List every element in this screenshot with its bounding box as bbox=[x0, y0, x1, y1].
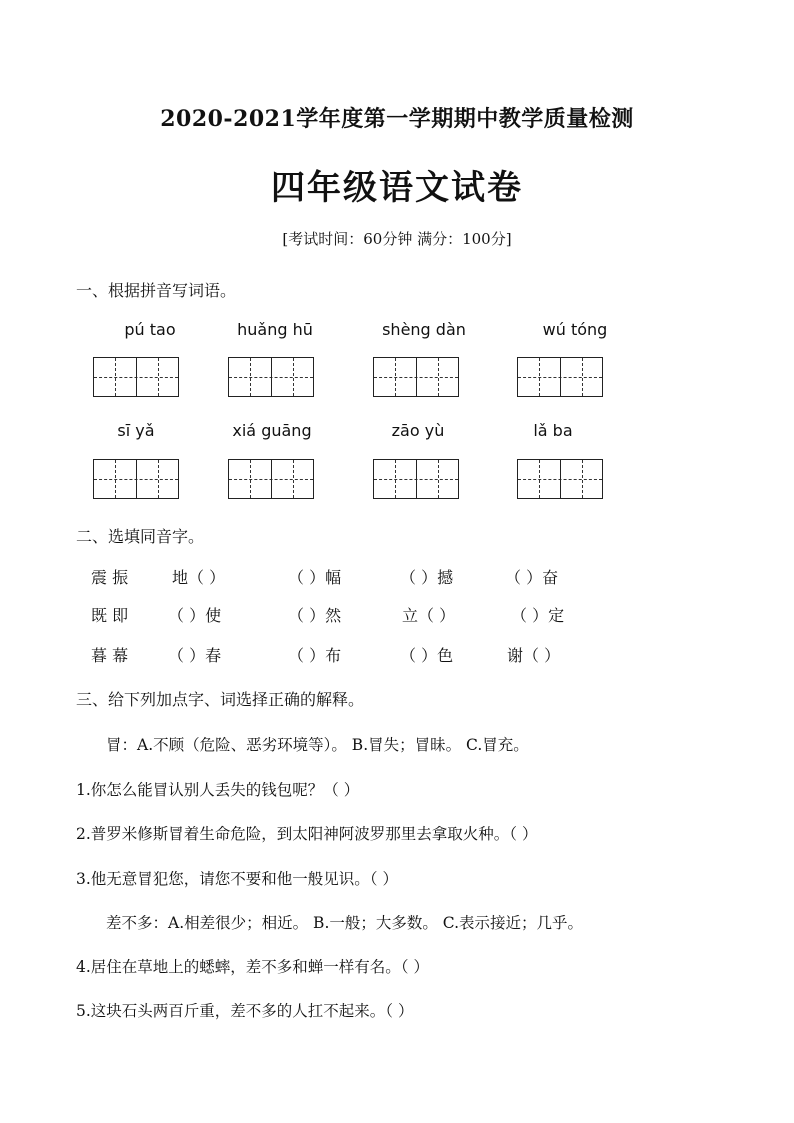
fill-blank[interactable]: （ ）春 bbox=[168, 646, 222, 665]
question-2: 2.普罗米修斯冒着生命危险，到太阳神阿波罗那里去拿取火种。（ ） bbox=[76, 825, 538, 843]
writing-grid-4[interactable] bbox=[517, 357, 603, 397]
fill-blank[interactable]: （ ）使 bbox=[168, 606, 222, 625]
pinyin-5: sī yǎ bbox=[117, 421, 155, 440]
question-5: 5.这块石头两百斤重，差不多的人扛不起来。（ ） bbox=[76, 1002, 414, 1020]
page-title: 四年级语文试卷 bbox=[271, 168, 523, 208]
writing-grid-8[interactable] bbox=[517, 459, 603, 499]
pinyin-3: shèng dàn bbox=[382, 320, 466, 339]
fill-blank[interactable]: （ ）布 bbox=[288, 646, 342, 665]
fill-blank[interactable]: （ ）定 bbox=[511, 606, 565, 625]
fill-blank[interactable]: 谢（ ） bbox=[507, 646, 561, 665]
exam-info: [考试时间：60分钟 满分：100分] bbox=[282, 230, 512, 248]
writing-grid-1[interactable] bbox=[93, 357, 179, 397]
writing-grid-5[interactable] bbox=[93, 459, 179, 499]
section2-heading: 二、选填同音字。 bbox=[76, 527, 205, 546]
exam-subtitle: 2020-2021学年度第一学期期中教学质量检测 bbox=[160, 106, 634, 132]
definition-mao: 冒：A.不顾（危险、恶劣环境等）。 B.冒失；冒昧。 C.冒充。 bbox=[106, 736, 529, 754]
pinyin-8: lǎ ba bbox=[533, 421, 573, 440]
question-1: 1.你怎么能冒认别人丢失的钱包呢？（ ） bbox=[76, 781, 360, 799]
section1-heading: 一、根据拼音写词语。 bbox=[76, 281, 237, 300]
pinyin-6: xiá guāng bbox=[232, 421, 312, 440]
homophone-pair: 既 即 bbox=[91, 606, 129, 625]
writing-grid-6[interactable] bbox=[228, 459, 314, 499]
question-4: 4.居住在草地上的蟋蟀，差不多和蝉一样有名。（ ） bbox=[76, 958, 429, 976]
fill-blank[interactable]: （ ）撼 bbox=[400, 568, 454, 587]
fill-blank[interactable]: （ ）奋 bbox=[505, 568, 559, 587]
writing-grid-3[interactable] bbox=[373, 357, 459, 397]
pinyin-4: wú tóng bbox=[542, 320, 608, 339]
pinyin-1: pú tao bbox=[124, 320, 176, 339]
fill-blank[interactable]: （ ）色 bbox=[400, 646, 454, 665]
fill-blank[interactable]: 立（ ） bbox=[402, 606, 456, 625]
homophone-pair: 暮 幕 bbox=[91, 646, 129, 665]
section3-heading: 三、给下列加点字、词选择正确的解释。 bbox=[76, 690, 365, 709]
pinyin-7: zāo yù bbox=[391, 421, 445, 440]
definition-chabuduo: 差不多：A.相差很少；相近。 B.一般；大多数。 C.表示接近；几乎。 bbox=[106, 914, 584, 932]
homophone-pair: 震 振 bbox=[91, 568, 129, 587]
fill-blank[interactable]: （ ）然 bbox=[288, 606, 342, 625]
fill-blank[interactable]: 地（ ） bbox=[172, 568, 226, 587]
fill-blank[interactable]: （ ）幅 bbox=[288, 568, 342, 587]
question-3: 3.他无意冒犯您，请您不要和他一般见识。（ ） bbox=[76, 870, 398, 888]
writing-grid-7[interactable] bbox=[373, 459, 459, 499]
writing-grid-2[interactable] bbox=[228, 357, 314, 397]
pinyin-2: huǎng hū bbox=[237, 320, 313, 339]
